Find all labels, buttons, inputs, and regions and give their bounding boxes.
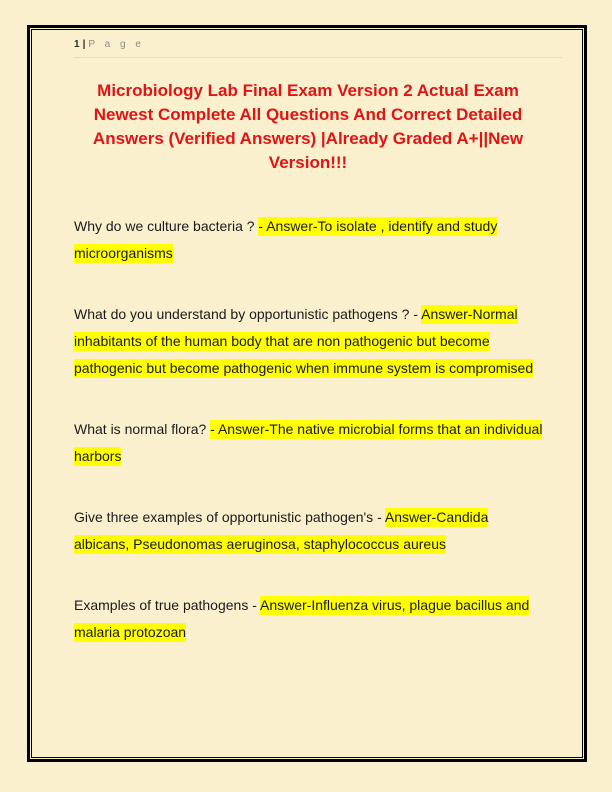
answer-highlight: Answer-Normal inhabitants of the human body that are non pathogenic but become pathogenic but become pathogenic when immune system is compromised bbox=[74, 306, 534, 376]
page-content bbox=[32, 30, 582, 646]
page-label: P a g e bbox=[88, 39, 145, 50]
document-title: Microbiology Lab Final Exam Version 2 Actual Exam Newest Complete All Questions And Correct Detailed Answers (Verified Answers) |Already Graded A+||New Version!!! bbox=[92, 81, 524, 172]
answer-highlight: Answer-Candida albicans, Pseudonomas aeruginosa, staphylococcus aureus bbox=[74, 509, 489, 552]
page-header bbox=[74, 39, 562, 58]
page-number-separator: | bbox=[82, 39, 86, 50]
answer-highlight: - Answer-To isolate , identify and study microorganisms bbox=[74, 218, 498, 261]
question-text: Why do we culture bacteria ? bbox=[74, 218, 259, 234]
qa-block bbox=[74, 592, 547, 646]
qa-block bbox=[74, 504, 547, 558]
question-text: What do you understand by opportunistic pathogens ? - bbox=[74, 306, 422, 322]
page-border-frame-inner bbox=[31, 29, 583, 758]
question-text: Examples of true pathogens - bbox=[74, 597, 260, 613]
question-text: Give three examples of opportunistic pathogen's - bbox=[74, 509, 385, 525]
qa-block bbox=[74, 213, 547, 267]
page-number: 1 bbox=[74, 39, 80, 50]
qa-block bbox=[74, 416, 547, 470]
answer-highlight: - Answer-The native microbial forms that an individual harbors bbox=[74, 421, 543, 464]
question-text: What is normal flora? bbox=[74, 421, 211, 437]
page-border-frame bbox=[27, 25, 587, 762]
qa-block bbox=[74, 301, 547, 382]
answer-highlight: Answer-Influenza virus, plague bacillus and malaria protozoan bbox=[74, 597, 530, 640]
